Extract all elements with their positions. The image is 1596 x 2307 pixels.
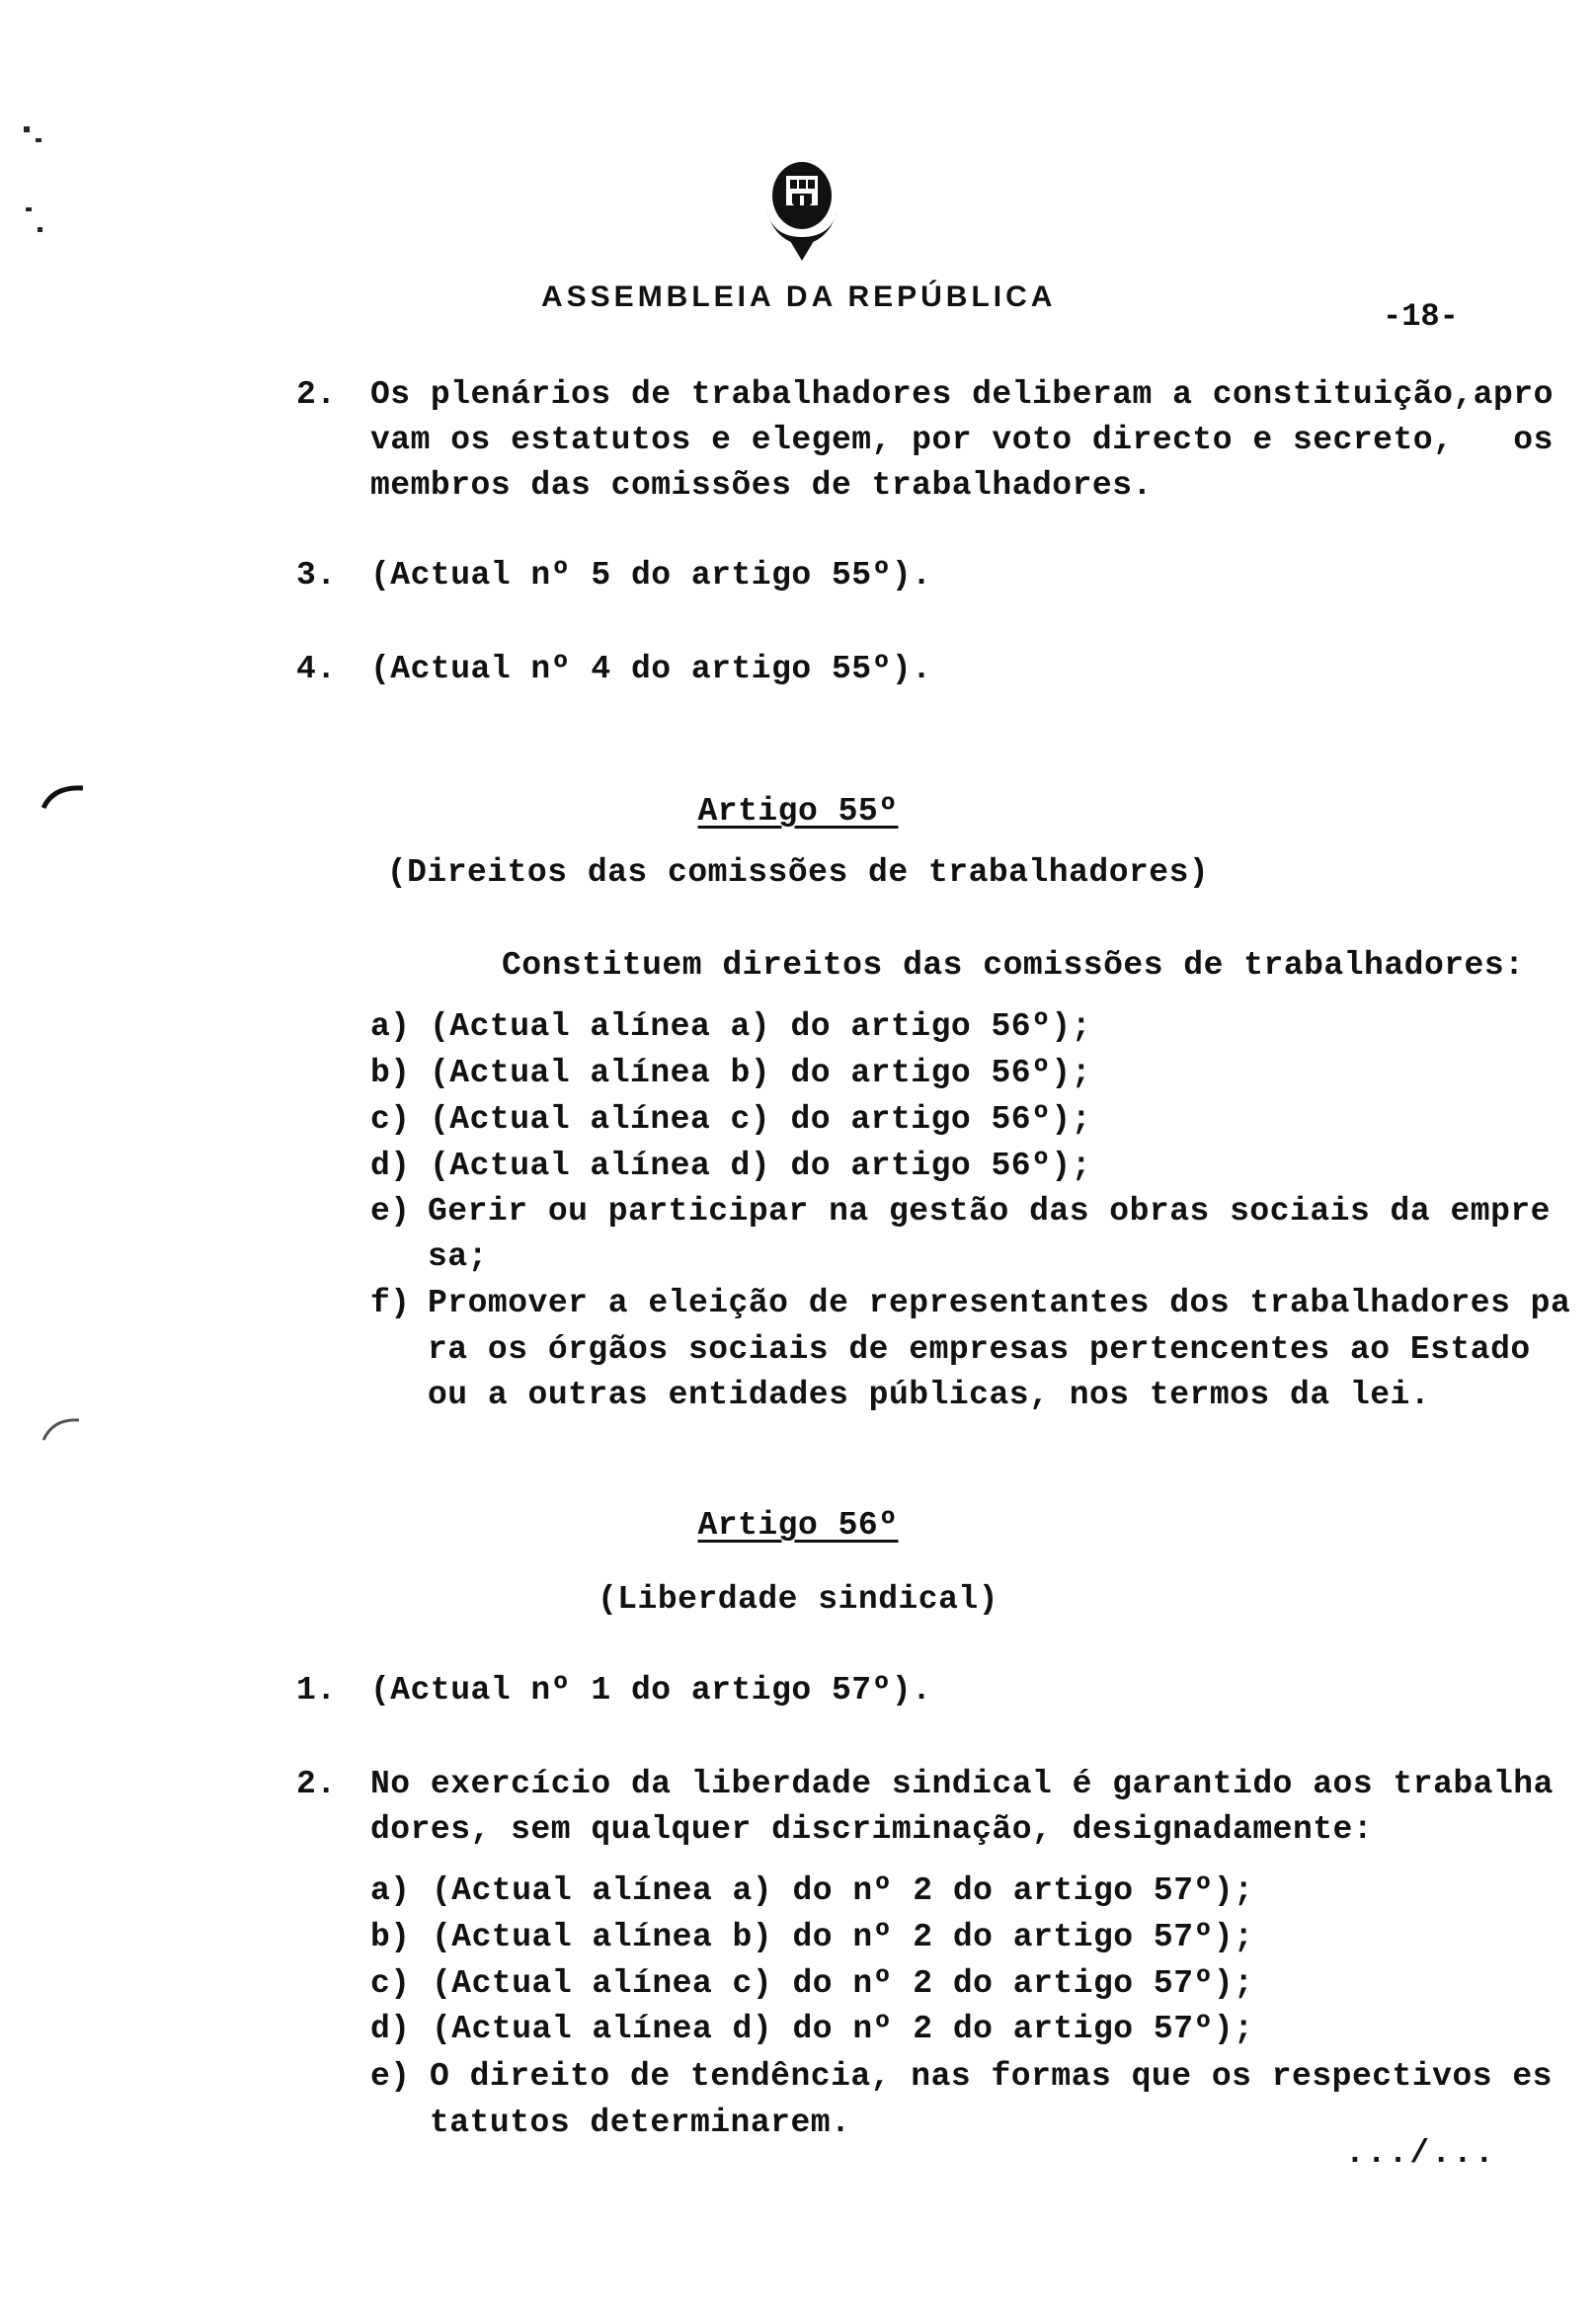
paragraph-line: (Actual nº 1 do artigo 57º). xyxy=(370,1672,932,1709)
scan-artifact-mark xyxy=(24,126,30,132)
list-item-text: Promover a eleição de representantes dos trabalhadores pa xyxy=(428,1285,1571,1321)
item-number: 1. xyxy=(296,1672,337,1709)
article-heading: Artigo 55º xyxy=(697,793,899,830)
punch-hole-arc-icon xyxy=(40,1410,99,1450)
article-heading: Artigo 56º xyxy=(697,1507,899,1544)
article-intro: Constituem direitos das comissões de trabalhadores: xyxy=(502,947,1525,984)
list-item-text: (Actual alínea d) do nº 2 do artigo 57º); xyxy=(432,2011,1254,2047)
list-label: a) xyxy=(370,1872,411,1909)
paragraph-line: (Actual nº 5 do artigo 55º). xyxy=(370,557,932,594)
list-label: c) xyxy=(370,1965,411,2002)
list-label: b) xyxy=(370,1055,411,1091)
coat-of-arms-icon xyxy=(753,154,851,265)
continuation-mark: .../... xyxy=(1345,2135,1496,2172)
list-item-text: (Actual alínea a) do artigo 56º); xyxy=(430,1008,1092,1045)
paragraph-line: No exercício da liberdade sindical é garantido aos trabalha xyxy=(370,1766,1554,1802)
paragraph-line: (Actual nº 4 do artigo 55º). xyxy=(370,651,932,687)
paragraph-line: Os plenários de trabalhadores deliberam a constituição,apro xyxy=(370,376,1554,413)
list-label: d) xyxy=(370,2011,411,2047)
scan-artifact-mark xyxy=(36,138,41,142)
list-item-text: Gerir ou participar na gestão das obras sociais da empre xyxy=(428,1193,1551,1230)
item-number: 3. xyxy=(296,557,337,594)
list-label: a) xyxy=(370,1008,411,1045)
list-item-text: sa; xyxy=(428,1238,488,1275)
list-label: d) xyxy=(370,1148,411,1184)
institution-header: ASSEMBLEIA DA REPÚBLICA xyxy=(541,280,1057,313)
item-number: 4. xyxy=(296,651,337,687)
list-item-text: (Actual alínea c) do nº 2 do artigo 57º); xyxy=(432,1965,1254,2002)
list-item-text: (Actual alínea c) do artigo 56º); xyxy=(430,1101,1092,1138)
paragraph-line: membros das comissões de trabalhadores. xyxy=(370,467,1153,504)
list-item-text: tatutos determinarem. xyxy=(430,2105,851,2141)
list-item-text: (Actual alínea b) do artigo 56º); xyxy=(430,1055,1092,1091)
item-number: 2. xyxy=(296,376,337,413)
article-subtitle: (Liberdade sindical) xyxy=(597,1581,999,1618)
paragraph-line: vam os estatutos e elegem, por voto directo e secreto, os xyxy=(370,422,1554,458)
list-item-text: (Actual alínea b) do nº 2 do artigo 57º); xyxy=(432,1919,1254,1955)
list-item-text: (Actual alínea a) do nº 2 do artigo 57º); xyxy=(432,1872,1254,1909)
list-item-text: O direito de tendência, nas formas que os respectivos es xyxy=(430,2058,1553,2095)
scan-artifact-mark xyxy=(26,207,32,211)
list-label: b) xyxy=(370,1919,411,1955)
list-item-text: ra os órgãos sociais de empresas pertencentes ao Estado xyxy=(428,1331,1531,1368)
list-label: c) xyxy=(370,1101,411,1138)
list-label: e) xyxy=(370,1193,411,1230)
list-label: e) xyxy=(370,2058,411,2095)
article-subtitle: (Direitos das comissões de trabalhadores) xyxy=(386,854,1210,891)
paragraph-line: dores, sem qualquer discriminação, designadamente: xyxy=(370,1811,1374,1848)
page-number: -18- xyxy=(1383,298,1459,335)
item-number: 2. xyxy=(296,1766,337,1802)
list-item-text: ou a outras entidades públicas, nos termos da lei. xyxy=(428,1377,1431,1413)
list-label: f) xyxy=(370,1285,411,1321)
scan-artifact-mark xyxy=(38,227,42,232)
list-item-text: (Actual alínea d) do artigo 56º); xyxy=(430,1148,1092,1184)
